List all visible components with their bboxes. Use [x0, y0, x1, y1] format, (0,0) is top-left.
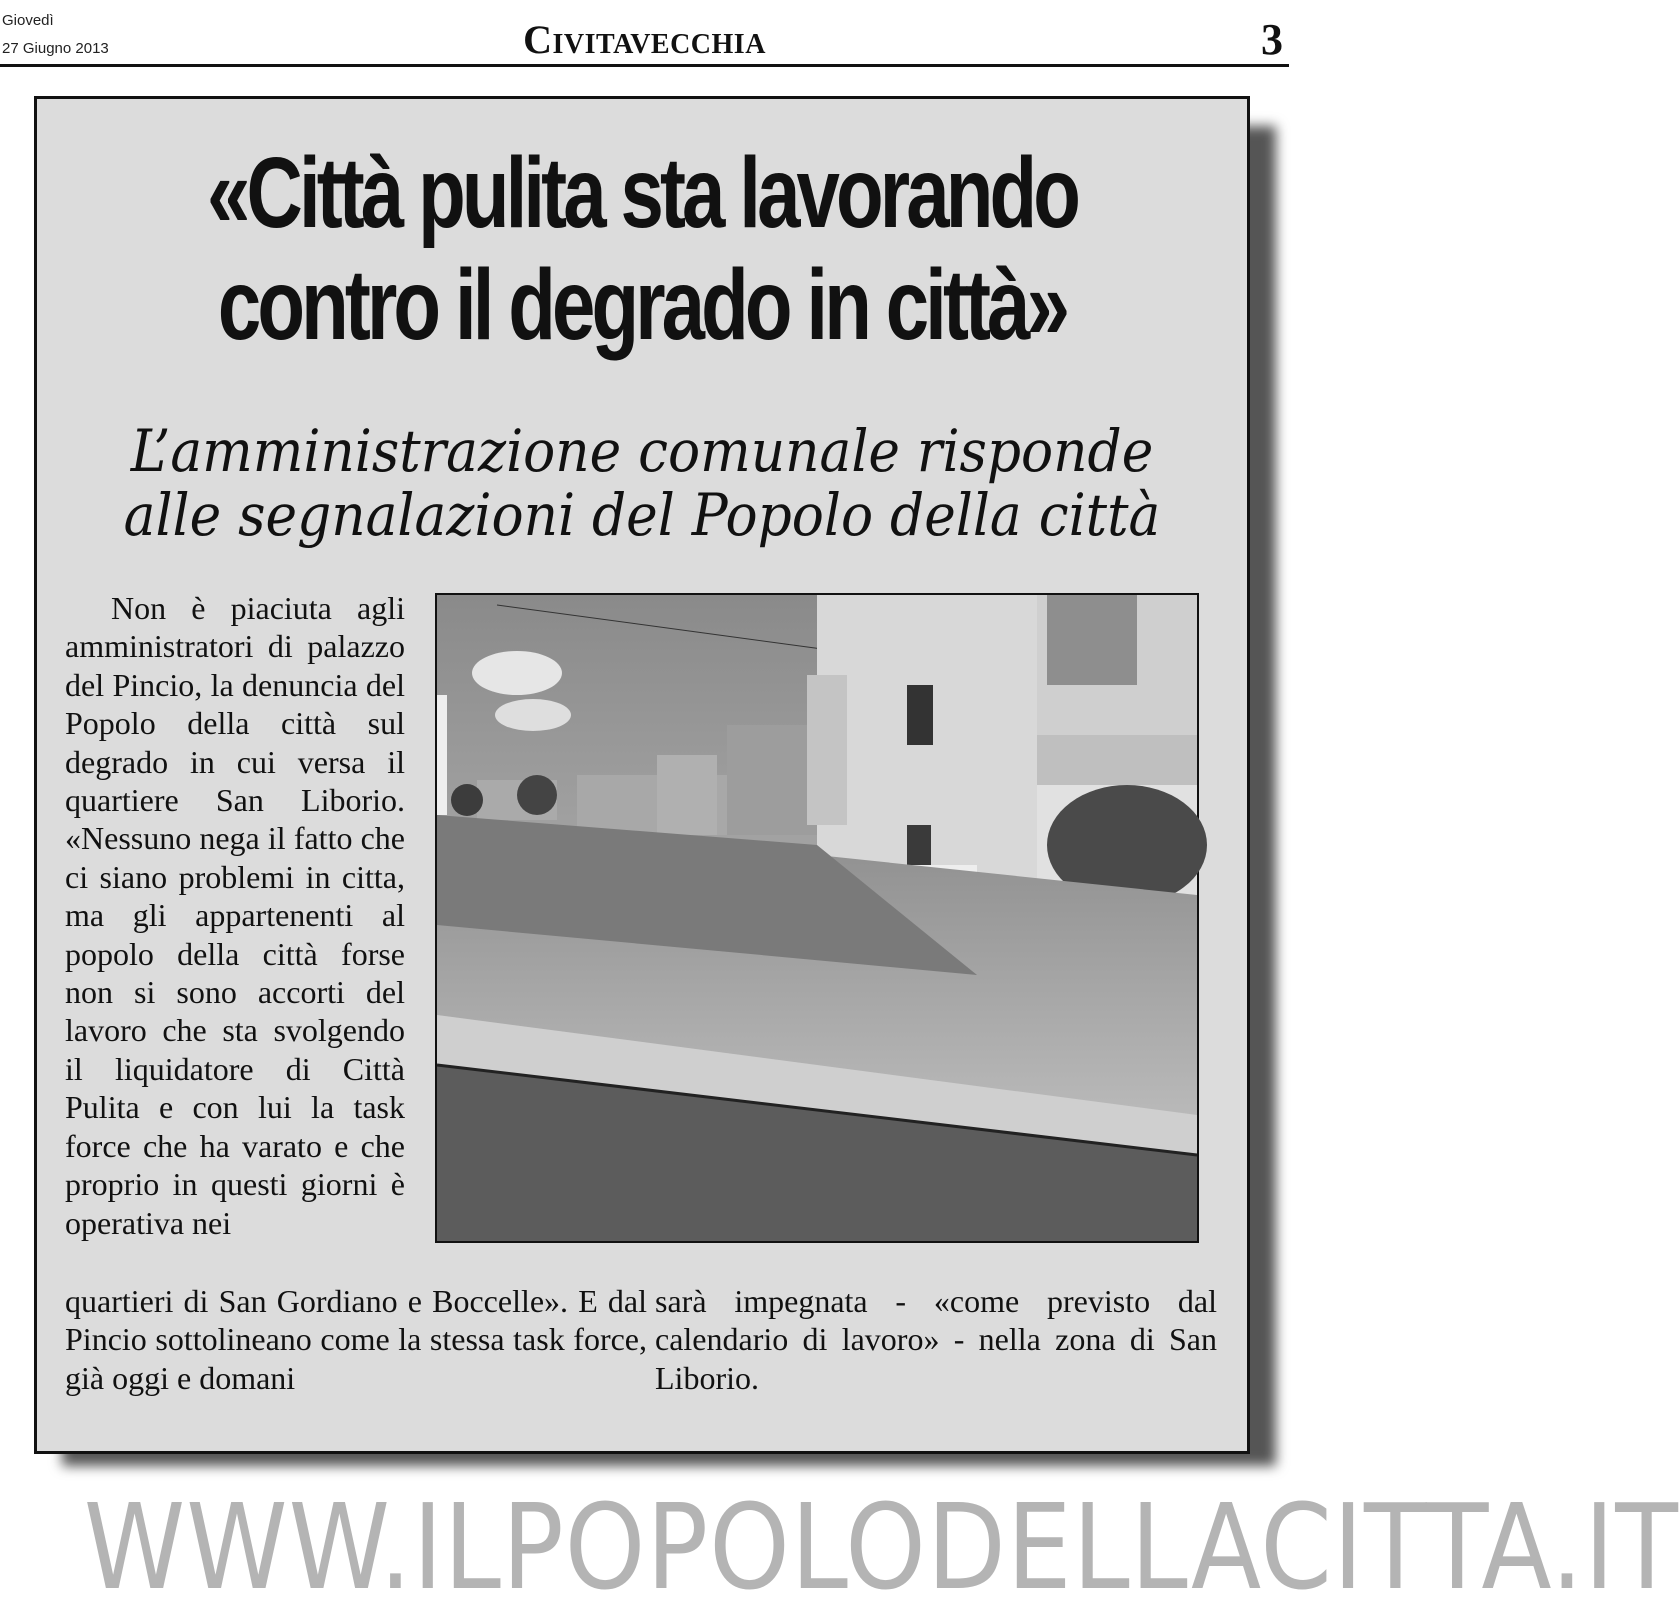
- headline-line-1: «Città pulita sta lavorando: [207, 137, 1077, 249]
- article-box: [34, 96, 1250, 1454]
- subheadline: [85, 419, 1198, 547]
- masthead-rule: [0, 64, 1289, 67]
- headline: [170, 137, 1114, 361]
- page-number: 3: [1261, 15, 1283, 64]
- subheadline-line-1: L’amministrazione comunale risponde: [130, 417, 1154, 485]
- issue-date: 27 Giugno 2013: [2, 40, 109, 57]
- footer-website-url: WWW.ILPOPOLODELLACITTA.IT: [83, 1478, 1679, 1616]
- subheadline-line-2: alle segnalazioni del Popolo della città: [123, 481, 1161, 549]
- section-title: Civitavecchia: [523, 17, 766, 62]
- issue-day: Giovedì: [2, 12, 54, 29]
- headline-line-2: contro il degrado in città»: [217, 249, 1067, 361]
- article-body-left-top: Non è piaciuta agli amministratori di palazzo del Pincio, la denuncia del Popolo della città sul degrado in cui versa il quartiere San Liborio. «Nessuno nega il fatto che ci siano problemi in citta, ma gli appartenenti al popolo della città forse non si sono accorti del lavoro che sta svolgendo il liquidatore di Città Pulita e con lui la task force che ha varato e che proprio in questi giorni è operativa nei: [65, 590, 405, 1241]
- article-body-right-bottom: sarà impegnata - «come previsto dal calendario di lavoro» - nella zona di San Liborio.: [655, 1283, 1217, 1396]
- article-body-left-bottom: quartieri di San Gordiano e Boccelle». E dal Pincio sottolineano come la stessa task force, già oggi e domani: [65, 1283, 647, 1396]
- photo-overgrown-lot-icon: [437, 595, 1197, 1241]
- article-photo: [435, 593, 1199, 1243]
- masthead: [0, 0, 1289, 68]
